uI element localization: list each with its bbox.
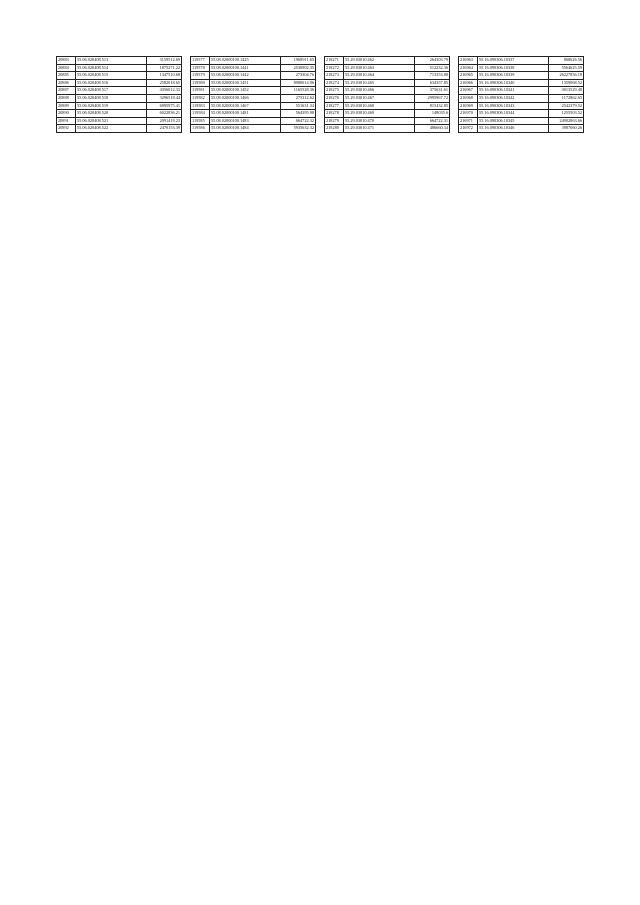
- table-row: [325, 64, 450, 72]
- data-table-4: [458, 56, 584, 133]
- row-number: 216972: [459, 125, 478, 133]
- account-code: 55.08.02000100.1484: [210, 125, 281, 133]
- column-3: [324, 56, 450, 133]
- account-code: 55.06.020408.518: [76, 94, 147, 102]
- account-code: 55.06.020408.522: [76, 125, 147, 133]
- account-code: 55.06.020408.514: [76, 64, 147, 72]
- amount: 1165528.36: [281, 87, 316, 95]
- row-number: 119584: [191, 110, 210, 118]
- amount: 2091419.23: [147, 117, 182, 125]
- row-number: 20891: [57, 117, 76, 125]
- table-row: [57, 72, 182, 80]
- amount: 486660.34: [415, 125, 450, 133]
- row-number: 218273: [325, 72, 344, 80]
- amount: 664722.32: [281, 117, 316, 125]
- account-code: 55.06.020408.520: [76, 110, 147, 118]
- row-number: 216967: [459, 87, 478, 95]
- account-code: 55.16.090306.10341: [478, 87, 549, 95]
- table-row: [191, 94, 316, 102]
- amount: 2995967.72: [415, 94, 450, 102]
- table-row: [57, 79, 182, 87]
- row-number: 216971: [459, 117, 478, 125]
- amount: 264303.79: [415, 57, 450, 65]
- amount: 273304.76: [281, 72, 316, 80]
- amount: 3296518.44: [147, 94, 182, 102]
- account-code: 55.08.02000100.1481: [210, 110, 281, 118]
- column-2: [190, 56, 316, 133]
- account-code: 55.16.090306.10344: [478, 110, 549, 118]
- account-code: 55.16.090306.10337: [478, 57, 549, 65]
- table-row: [191, 64, 316, 72]
- amount: 5935632.32: [281, 125, 316, 133]
- amount: 1255503.52: [549, 110, 584, 118]
- account-code: 55.29.03010.462: [344, 57, 415, 65]
- row-number: 20885: [57, 72, 76, 80]
- account-code: 55.08.02000100.1483: [210, 117, 281, 125]
- row-number: 218279: [325, 117, 344, 125]
- account-code: 55.16.090306.10346: [478, 125, 549, 133]
- row-number: 218272: [325, 64, 344, 72]
- amount: 148035.6: [415, 110, 450, 118]
- account-code: 55.16.090306.10343: [478, 102, 549, 110]
- table-row: [191, 72, 316, 80]
- account-code: 55.06.020408.513: [76, 57, 147, 65]
- amount: 275312.62: [281, 94, 316, 102]
- account-code: 55.08.02000100.1425: [210, 57, 281, 65]
- amount: 1359068.52: [549, 79, 584, 87]
- account-code: 55.29.03010.467: [344, 94, 415, 102]
- table-row: [57, 64, 182, 72]
- account-code: 55.06.020408.517: [76, 87, 147, 95]
- amount: 8980014.96: [281, 79, 316, 87]
- amount: 5564625.59: [549, 64, 584, 72]
- account-code: 55.08.02000100.1466: [210, 94, 281, 102]
- document-page: [56, 56, 584, 848]
- amount: 815432.85: [415, 102, 450, 110]
- row-number: 119581: [191, 87, 210, 95]
- account-code: 55.08.02000100.1441: [210, 64, 281, 72]
- account-code: 55.16.090306.10345: [478, 117, 549, 125]
- row-number: 20892: [57, 125, 76, 133]
- table-row: [459, 87, 584, 95]
- account-code: 55.06.020408.519: [76, 102, 147, 110]
- table-row: [191, 57, 316, 65]
- amount: 1172862.65: [549, 94, 584, 102]
- amount: 713353.88: [415, 72, 450, 80]
- account-code: 55.16.090306.10340: [478, 79, 549, 87]
- account-code: 55.16.090306.10338: [478, 64, 549, 72]
- row-number: 218276: [325, 94, 344, 102]
- account-code: 55.29.03010.466: [344, 87, 415, 95]
- row-number: 119578: [191, 64, 210, 72]
- amount: 2542379.52: [549, 102, 584, 110]
- table-row: [191, 102, 316, 110]
- account-code: 55.06.020408.521: [76, 117, 147, 125]
- row-number: 216965: [459, 72, 478, 80]
- account-code: 55.16.090306.10339: [478, 72, 549, 80]
- row-number: 218278: [325, 110, 344, 118]
- table-row: [459, 94, 584, 102]
- row-number: 218277: [325, 102, 344, 110]
- row-number: 20887: [57, 87, 76, 95]
- table-row: [57, 87, 182, 95]
- account-code: 55.29.03010.470: [344, 117, 415, 125]
- table-row: [325, 102, 450, 110]
- row-number: 20890: [57, 110, 76, 118]
- table-row: [57, 110, 182, 118]
- table-row: [325, 57, 450, 65]
- account-code: 55.29.03010.463: [344, 64, 415, 72]
- amount: 868626.56: [549, 57, 584, 65]
- row-number: 119585: [191, 117, 210, 125]
- table-row: [459, 79, 584, 87]
- amount: 634357.85: [415, 79, 450, 87]
- row-number: 216969: [459, 102, 478, 110]
- table-row: [191, 79, 316, 87]
- row-number: 216963: [459, 57, 478, 65]
- row-number: 218271: [325, 57, 344, 65]
- account-code: 55.06.020408.515: [76, 72, 147, 80]
- table-row: [325, 94, 450, 102]
- account-code: 55.08.02000100.1452: [210, 87, 281, 95]
- row-number: 20886: [57, 79, 76, 87]
- row-number: 20889: [57, 102, 76, 110]
- amount: 664722.31: [415, 117, 450, 125]
- table-row: [57, 57, 182, 65]
- account-code: 55.29.03010.471: [344, 125, 415, 133]
- table-row: [57, 125, 182, 133]
- row-number: 218274: [325, 79, 344, 87]
- amount: 6995975.41: [147, 102, 182, 110]
- amount: 1347510.68: [147, 72, 182, 80]
- table-row: [459, 125, 584, 133]
- account-code: 55.29.03010.464: [344, 72, 415, 80]
- row-number: 20884: [57, 64, 76, 72]
- amount: 3013529.48: [549, 87, 584, 95]
- table-row: [459, 72, 584, 80]
- table-row: [459, 110, 584, 118]
- amount: 3159512.69: [147, 57, 182, 65]
- amount: 512232.36: [415, 64, 450, 72]
- data-table-3: [324, 56, 450, 133]
- row-number: 216970: [459, 110, 478, 118]
- row-number: 20883: [57, 57, 76, 65]
- amount: 24902863.66: [549, 117, 584, 125]
- row-number: 119579: [191, 72, 210, 80]
- row-number: 216968: [459, 94, 478, 102]
- amount: 3987060.26: [549, 125, 584, 133]
- table-row: [459, 102, 584, 110]
- table-row: [325, 125, 450, 133]
- column-1: [56, 56, 182, 133]
- table-row: [57, 94, 182, 102]
- table-row: [325, 87, 450, 95]
- amount: 2530902.35: [281, 64, 316, 72]
- row-number: 119582: [191, 94, 210, 102]
- row-number: 119580: [191, 79, 210, 87]
- table-row: [325, 79, 450, 87]
- row-number: 20888: [57, 94, 76, 102]
- account-code: 55.08.02000100.1467: [210, 102, 281, 110]
- amount: 4356012.33: [147, 87, 182, 95]
- amount: 2582018.65: [147, 79, 182, 87]
- amount: 2470153.39: [147, 125, 182, 133]
- row-number: 119586: [191, 125, 210, 133]
- amount: 1968911.65: [281, 57, 316, 65]
- amount: 564395.98: [281, 110, 316, 118]
- column-4: [458, 56, 584, 133]
- table-row: [459, 117, 584, 125]
- table-row: [459, 57, 584, 65]
- table-row: [191, 125, 316, 133]
- account-code: 55.16.090306.10342: [478, 94, 549, 102]
- row-number: 119577: [191, 57, 210, 65]
- amount: 1875271.22: [147, 64, 182, 72]
- table-row: [191, 117, 316, 125]
- row-number: 218280: [325, 125, 344, 133]
- account-code: 55.29.03010.468: [344, 102, 415, 110]
- table-row: [57, 117, 182, 125]
- data-table-2: [190, 56, 316, 133]
- table-row: [325, 110, 450, 118]
- account-code: 55.29.03010.465: [344, 79, 415, 87]
- table-row: [325, 117, 450, 125]
- amount: 375631.61: [415, 87, 450, 95]
- data-table-1: [56, 56, 182, 133]
- amount: 6022836.21: [147, 110, 182, 118]
- account-code: 55.08.02000100.1451: [210, 79, 281, 87]
- row-number: 216966: [459, 79, 478, 87]
- row-number: 119583: [191, 102, 210, 110]
- table-row: [191, 87, 316, 95]
- table-row: [325, 72, 450, 80]
- account-code: 55.06.020408.516: [76, 79, 147, 87]
- table-row: [57, 102, 182, 110]
- amount: 551631.34: [281, 102, 316, 110]
- amount: 26227856.18: [549, 72, 584, 80]
- account-code: 55.08.02000100.1442: [210, 72, 281, 80]
- row-number: 216964: [459, 64, 478, 72]
- table-row: [459, 64, 584, 72]
- row-number: 218275: [325, 87, 344, 95]
- table-row: [191, 110, 316, 118]
- account-code: 55.29.03010.469: [344, 110, 415, 118]
